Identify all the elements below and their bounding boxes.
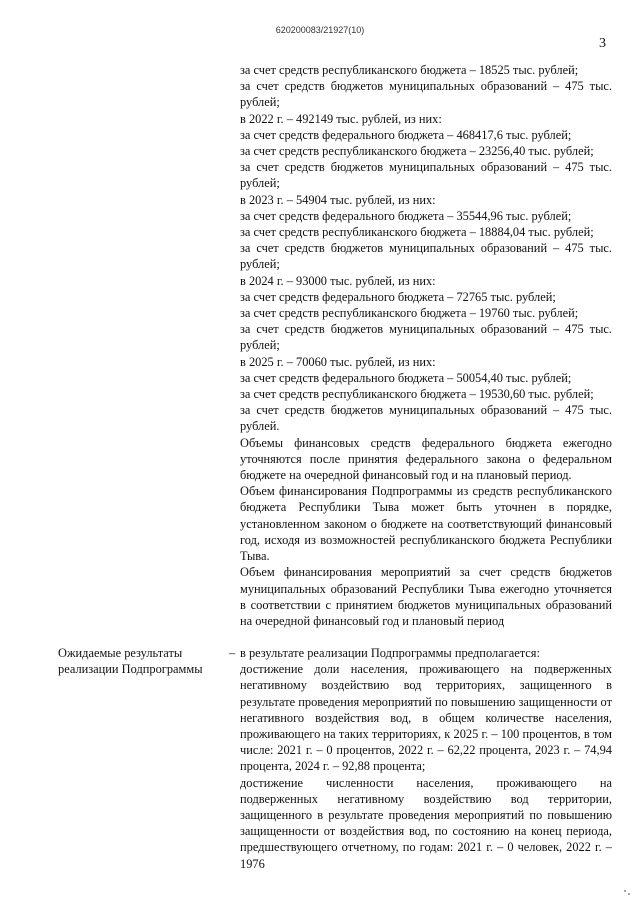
funding-line: за счет средств республиканского бюджета – 19760 тыс. рублей;	[240, 306, 579, 321]
funding-line: за счет средств федерального бюджета – 468417,6 тыс. рублей;	[240, 127, 572, 142]
results-line: в результате реализации Подпрограммы предполагается:	[240, 646, 540, 660]
funding-line: за счет средств республиканского бюджета – 19530,60 тыс. рублей;	[240, 387, 594, 402]
funding-line: за счет средств республиканского бюджета – 23256,40 тыс. рублей;	[240, 144, 594, 159]
funding-line: за счет средств федерального бюджета – 72765 тыс. рублей;	[240, 289, 556, 304]
federal-budget-paragraph: Объемы финансовых средств федерального бюджета ежегодно уточняются после принятия федерального закона о федеральном бюджете на очередной финансовый год и на плановый период.	[240, 435, 612, 483]
funding-line: в 2022 г. – 492149 тыс. рублей, из них:	[240, 111, 442, 126]
results-line: достижение доли населения, проживающего на подверженных негативному воздействию вод территориях, защищенного в результате проведения мероприятий по повышению защищенности от негативного воздействия вод, в общем количестве населения, проживающего на таких территориях, к 2025 г. – 100 процентов, в том числе: 2021 г. – 0 процентов, 2022 г. – 62,22 процента, 2023 г. – 74,94 процента, 2024 г. – 92,88 процента;	[240, 662, 612, 774]
funding-line: в 2023 г. – 54904 тыс. рублей, из них:	[240, 192, 436, 207]
funding-block	[240, 62, 612, 629]
funding-line: за счет средств республиканского бюджета – 18884,04 тыс. рублей;	[240, 225, 594, 240]
funding-line: за счет средств республиканского бюджета – 18525 тыс. рублей;	[240, 63, 579, 77]
republic-budget-paragraph: Объем финансирования Подпрограммы из средств республиканского бюджета Республики Тыва может быть уточнен в порядке, установленном законом о бюджете на соответствующий финансовый год, исходя из возможностей республиканского бюджета Республики Тыва.	[240, 484, 612, 564]
funding-line: за счет средств бюджетов муниципальных образований – 475 тыс. рублей;	[240, 160, 612, 191]
separator-dash: –	[229, 646, 236, 660]
funding-line: в 2025 г. – 70060 тыс. рублей, из них:	[240, 354, 436, 369]
funding-line: в 2024 г. – 93000 тыс. рублей, из них:	[240, 273, 436, 288]
results-line: достижение численности населения, проживающего на подверженных негативному воздействию вод территории, защищенного в результате проведения мероприятий по повышению защищенности от воздействия вод, по состоянию на конец периода, предшествующего отчетному, по годам: 2021 г. – 0 человек, 2022 г. – 1976	[240, 775, 612, 871]
page-number: 3	[599, 36, 606, 51]
funding-line: за счет средств бюджетов муниципальных образований – 475 тыс. рублей;	[240, 241, 612, 272]
document-number: 620200083/21927(10)	[275, 25, 365, 35]
funding-line: за счет средств бюджетов муниципальных образований – 475 тыс. рублей;	[240, 322, 612, 353]
expected-results-text	[240, 645, 612, 872]
funding-line: за счет средств федерального бюджета – 50054,40 тыс. рублей;	[240, 370, 572, 385]
funding-line: за счет средств бюджетов муниципальных образований – 475 тыс. рублей.	[240, 403, 612, 434]
expected-results-label: Ожидаемые результаты реализации Подпрограммы	[58, 646, 203, 677]
municipal-budget-paragraph: Объем финансирования мероприятий за счет средств бюджетов муниципальных образований Республики Тыва ежегодно уточняется в соответствии с принятием бюджетов муниципальных образований на очередной финансовый год и плановый период	[240, 565, 612, 628]
funding-line: за счет средств федерального бюджета – 35544,96 тыс. рублей;	[240, 208, 572, 223]
funding-line: за счет средств бюджетов муниципальных образований – 475 тыс. рублей;	[240, 79, 612, 110]
corner-mark-icon	[622, 888, 632, 901]
